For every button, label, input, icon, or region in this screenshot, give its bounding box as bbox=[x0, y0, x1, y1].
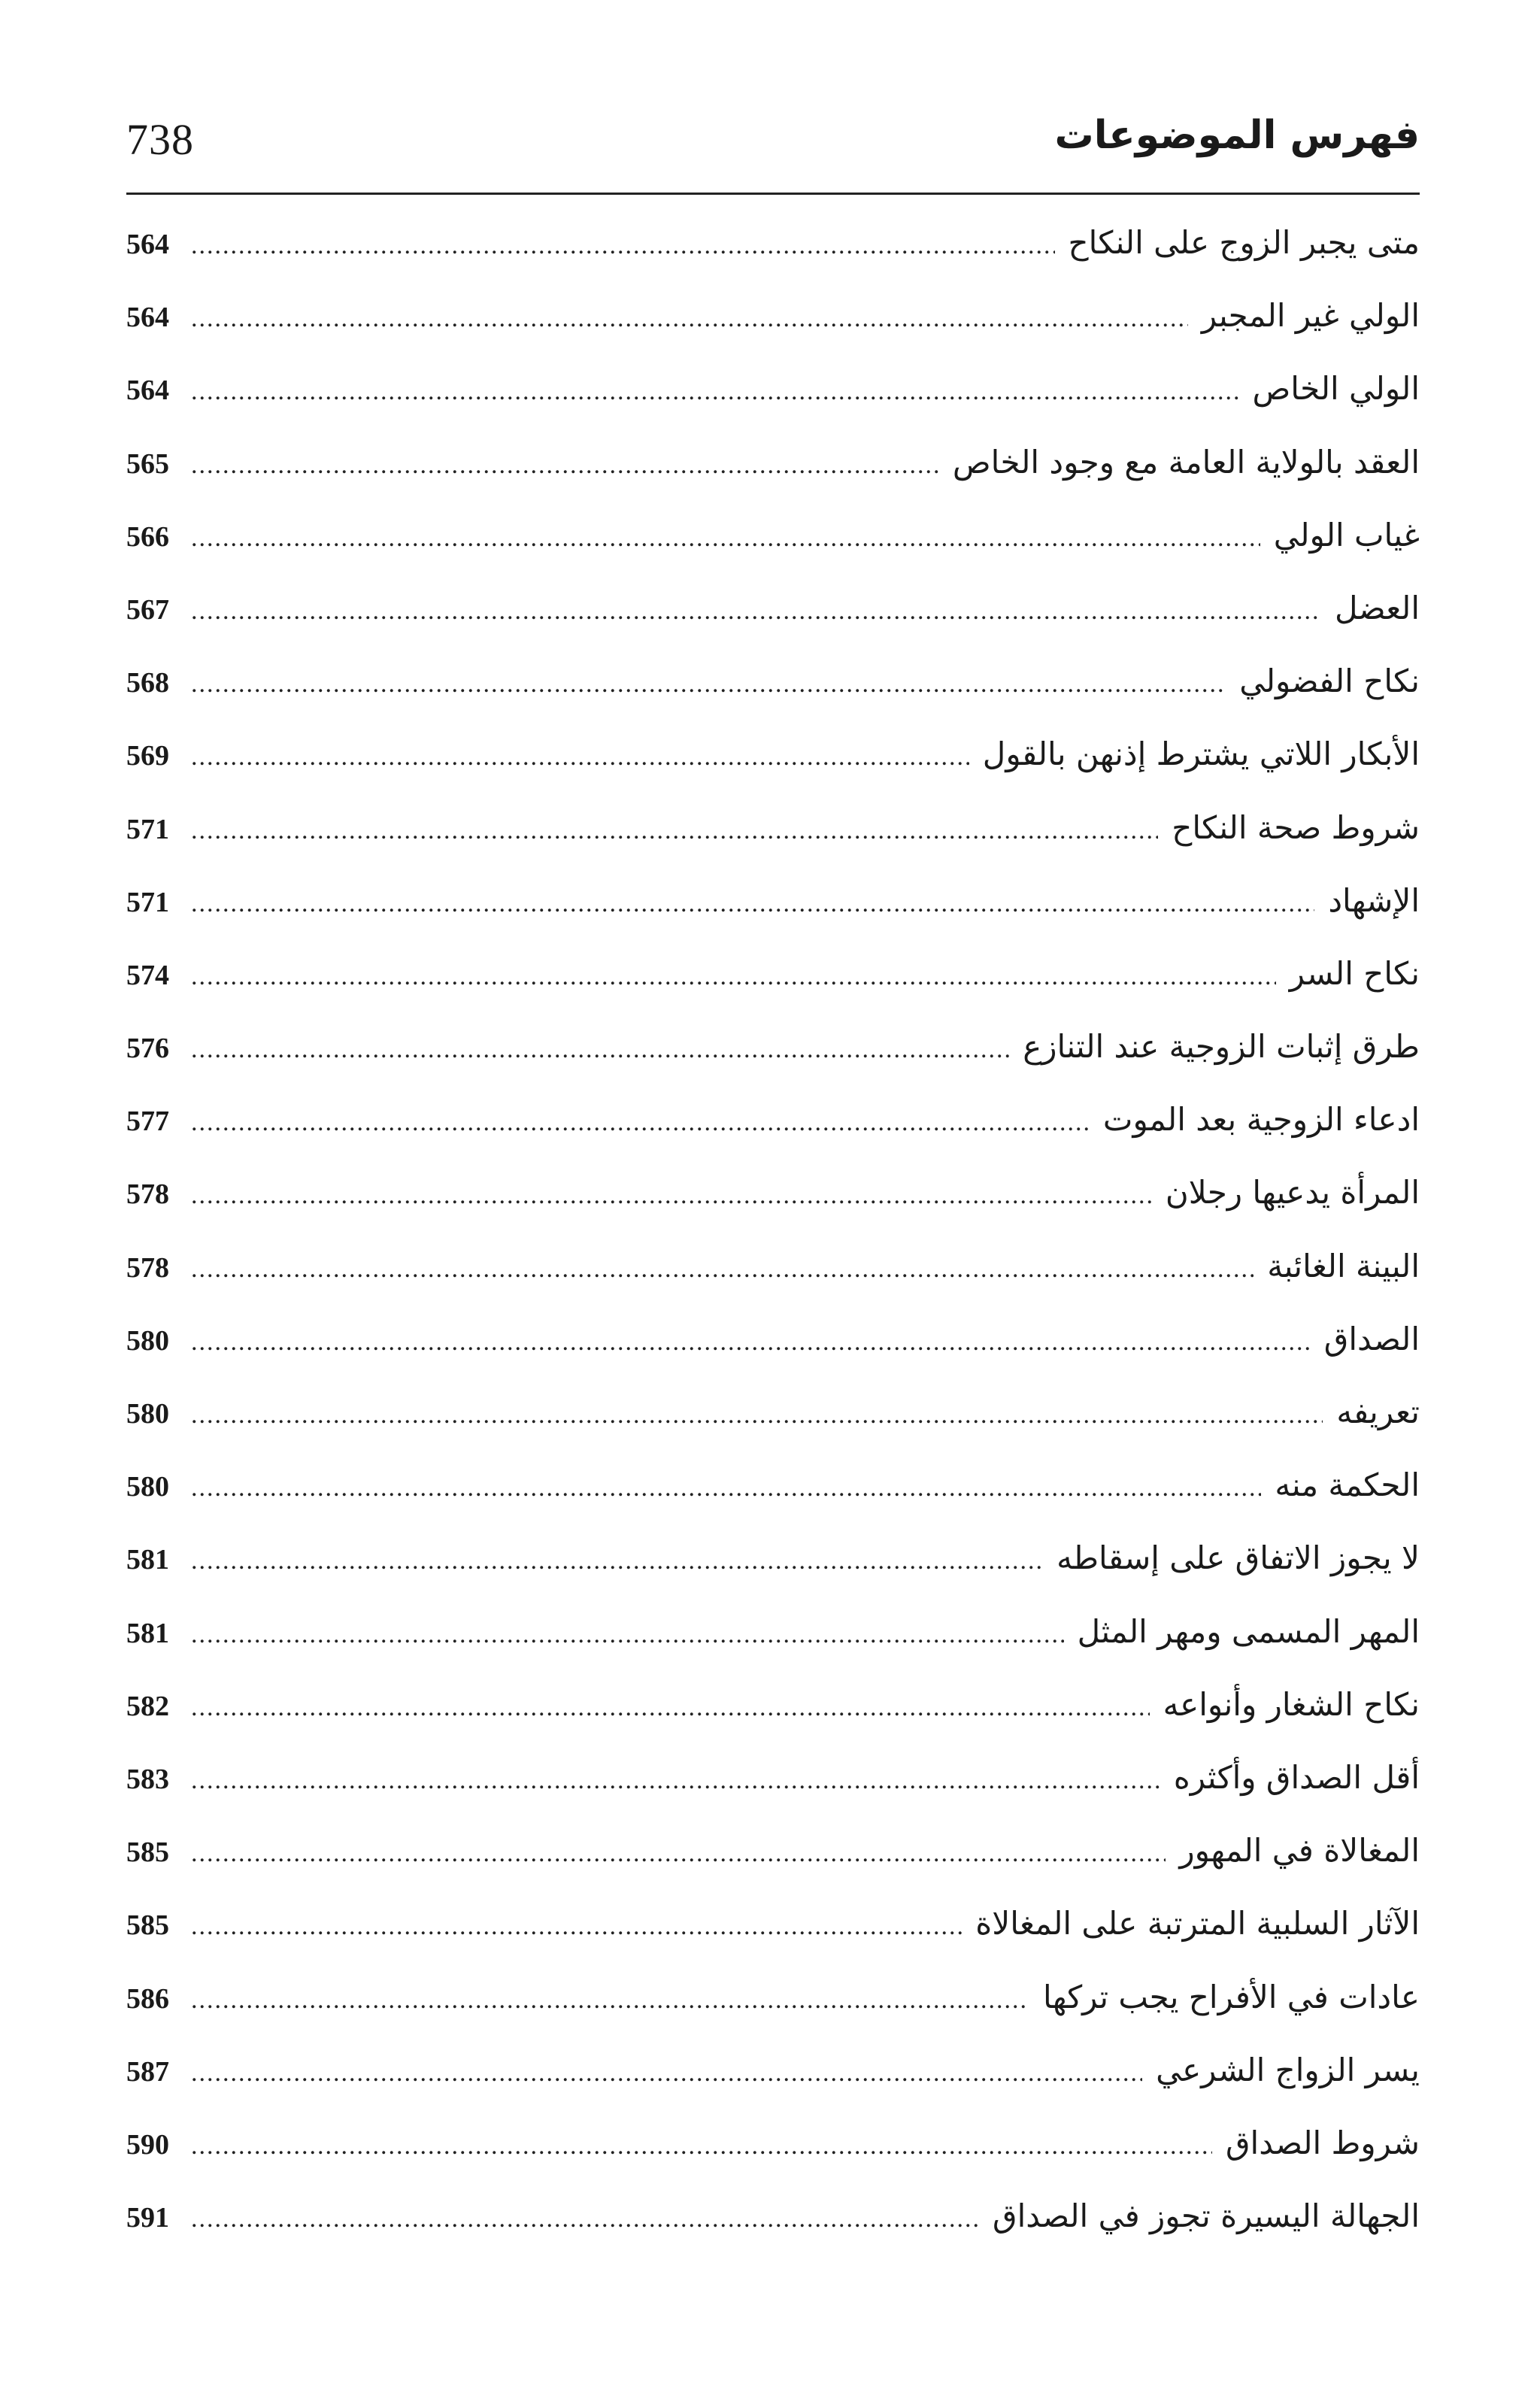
toc-entry-title: يسر الزواج الشرعي bbox=[1156, 2051, 1420, 2088]
toc-dot-leader bbox=[191, 1326, 1311, 1359]
toc-entry-page: 585 bbox=[126, 1909, 169, 1942]
toc-entry-page: 567 bbox=[126, 593, 169, 626]
page-number: 738 bbox=[126, 115, 194, 164]
toc-dot-leader bbox=[191, 741, 969, 774]
toc-dot-leader bbox=[191, 375, 1239, 408]
toc-entry-title: شروط صحة النكاح bbox=[1172, 808, 1420, 846]
toc-dot-leader bbox=[191, 1106, 1090, 1139]
toc-entry-title: شروط الصداق bbox=[1225, 2124, 1420, 2161]
toc-entry-title: العضل bbox=[1335, 589, 1420, 626]
toc-entry-title: لا يجوز الاتفاق على إسقاطه bbox=[1056, 1539, 1420, 1577]
toc-dot-leader bbox=[191, 522, 1260, 555]
toc-entry-page: 591 bbox=[126, 2202, 169, 2234]
toc-dot-leader bbox=[191, 1545, 1043, 1578]
toc-entry-title: الولي الخاص bbox=[1252, 370, 1420, 408]
table-of-contents bbox=[126, 218, 1420, 2264]
toc-dot-leader bbox=[191, 302, 1188, 335]
toc-dot-leader bbox=[191, 595, 1321, 628]
toc-dot-leader bbox=[191, 1033, 1009, 1066]
toc-entry-title: الإشهاد bbox=[1328, 881, 1420, 919]
toc-entry-page: 576 bbox=[126, 1033, 169, 1065]
toc-entry bbox=[126, 1168, 1420, 1241]
toc-entry-page: 590 bbox=[126, 2128, 169, 2161]
toc-entry bbox=[126, 1973, 1420, 2046]
toc-entry-page: 580 bbox=[126, 1471, 169, 1503]
toc-entry-page: 581 bbox=[126, 1617, 169, 1649]
toc-entry-title: البينة الغائبة bbox=[1267, 1247, 1420, 1284]
toc-entry-title: الحكمة منه bbox=[1275, 1466, 1420, 1504]
toc-dot-leader bbox=[191, 1910, 962, 1943]
toc-entry bbox=[126, 438, 1420, 511]
toc-entry-page: 585 bbox=[126, 1836, 169, 1869]
toc-entry-page: 566 bbox=[126, 520, 169, 553]
toc-entry-page: 580 bbox=[126, 1398, 169, 1430]
toc-entry bbox=[126, 2191, 1420, 2264]
toc-entry-page: 565 bbox=[126, 447, 169, 480]
toc-entry-page: 581 bbox=[126, 1544, 169, 1576]
toc-entry-page: 578 bbox=[126, 1251, 169, 1284]
toc-entry bbox=[126, 803, 1420, 876]
toc-entry-title: الأبكار اللاتي يشترط إذنهن بالقول bbox=[982, 735, 1420, 773]
toc-entry-title: أقل الصداق وأكثره bbox=[1173, 1758, 1420, 1796]
toc-entry bbox=[126, 584, 1420, 657]
toc-entry bbox=[126, 1899, 1420, 1972]
toc-entry bbox=[126, 876, 1420, 949]
toc-entry-title: تعريفه bbox=[1336, 1394, 1420, 1430]
toc-entry-page: 569 bbox=[126, 740, 169, 772]
toc-entry-title: الولي غير المجبر bbox=[1201, 297, 1420, 335]
toc-dot-leader bbox=[191, 887, 1314, 920]
toc-entry bbox=[126, 1607, 1420, 1680]
toc-entry bbox=[126, 1826, 1420, 1899]
toc-dot-leader bbox=[191, 1764, 1160, 1797]
toc-dot-leader bbox=[191, 1179, 1152, 1212]
toc-entry-page: 571 bbox=[126, 813, 169, 845]
toc-dot-leader bbox=[191, 1691, 1150, 1724]
toc-entry-page: 568 bbox=[126, 667, 169, 699]
toc-entry bbox=[126, 1680, 1420, 1753]
toc-entry bbox=[126, 218, 1420, 291]
toc-entry-page: 578 bbox=[126, 1178, 169, 1211]
toc-entry-title: المرأة يدعيها رجلان bbox=[1165, 1174, 1420, 1212]
toc-entry-page: 564 bbox=[126, 302, 169, 334]
toc-entry bbox=[126, 511, 1420, 584]
toc-dot-leader bbox=[191, 1253, 1254, 1286]
toc-entry-title: طرق إثبات الزوجية عند التنازع bbox=[1023, 1028, 1420, 1066]
toc-entry-page: 583 bbox=[126, 1763, 169, 1795]
toc-entry-title: متى يجبر الزوج على النكاح bbox=[1068, 224, 1420, 261]
toc-entry bbox=[126, 1533, 1420, 1606]
toc-entry-page: 571 bbox=[126, 886, 169, 918]
toc-entry-title: نكاح الفضولي bbox=[1239, 663, 1420, 700]
toc-dot-leader bbox=[191, 1618, 1064, 1651]
toc-entry-title: الجهالة اليسيرة تجوز في الصداق bbox=[993, 2197, 1420, 2235]
toc-dot-leader bbox=[191, 1837, 1166, 1870]
toc-entry-page: 580 bbox=[126, 1324, 169, 1357]
toc-dot-leader bbox=[191, 449, 939, 482]
toc-entry bbox=[126, 2118, 1420, 2191]
toc-entry bbox=[126, 1315, 1420, 1388]
toc-entry bbox=[126, 949, 1420, 1022]
toc-entry-title: المهر المسمى ومهر المثل bbox=[1077, 1612, 1420, 1650]
toc-entry-page: 564 bbox=[126, 229, 169, 260]
toc-dot-leader bbox=[191, 2203, 979, 2236]
toc-dot-leader bbox=[191, 960, 1276, 993]
toc-dot-leader bbox=[191, 1984, 1029, 2017]
toc-entry-title: الصداق bbox=[1323, 1320, 1420, 1357]
toc-entry-title: ادعاء الزوجية بعد الموت bbox=[1102, 1101, 1420, 1139]
page-header bbox=[126, 105, 1420, 180]
toc-dot-leader bbox=[191, 1399, 1323, 1432]
toc-entry-title: نكاح الشغار وأنواعه bbox=[1163, 1685, 1420, 1723]
toc-dot-leader bbox=[191, 2130, 1212, 2163]
toc-entry bbox=[126, 657, 1420, 729]
toc-entry-title: نكاح السر bbox=[1289, 954, 1420, 992]
toc-entry-page: 587 bbox=[126, 2055, 169, 2088]
toc-dot-leader bbox=[191, 814, 1158, 848]
toc-entry-page: 582 bbox=[126, 1690, 169, 1722]
toc-entry-title: عادات في الأفراح يجب تركها bbox=[1043, 1978, 1420, 2015]
toc-entry-page: 577 bbox=[126, 1105, 169, 1138]
toc-dot-leader bbox=[191, 1472, 1261, 1505]
toc-entry-page: 574 bbox=[126, 959, 169, 991]
toc-entry-title: الآثار السلبية المترتبة على المغالاة bbox=[975, 1905, 1420, 1943]
toc-entry-title: العقد بالولاية العامة مع وجود الخاص bbox=[952, 443, 1420, 481]
toc-entry bbox=[126, 729, 1420, 802]
toc-entry bbox=[126, 1242, 1420, 1315]
toc-entry bbox=[126, 291, 1420, 364]
toc-entry bbox=[126, 1460, 1420, 1533]
toc-entry-title: المغالاة في المهور bbox=[1179, 1832, 1420, 1870]
toc-entry-page: 586 bbox=[126, 1982, 169, 2015]
running-title: فهرس الموضوعات bbox=[1054, 113, 1420, 158]
header-divider bbox=[126, 193, 1420, 195]
toc-dot-leader bbox=[191, 229, 1055, 262]
toc-entry-title: غياب الولي bbox=[1273, 516, 1420, 553]
toc-entry bbox=[126, 1095, 1420, 1168]
toc-entry bbox=[126, 364, 1420, 437]
toc-dot-leader bbox=[191, 668, 1226, 701]
toc-entry bbox=[126, 1022, 1420, 1095]
toc-entry bbox=[126, 2046, 1420, 2118]
toc-dot-leader bbox=[191, 2057, 1142, 2090]
toc-entry-page: 564 bbox=[126, 375, 169, 407]
toc-entry bbox=[126, 1388, 1420, 1460]
toc-entry bbox=[126, 1753, 1420, 1826]
